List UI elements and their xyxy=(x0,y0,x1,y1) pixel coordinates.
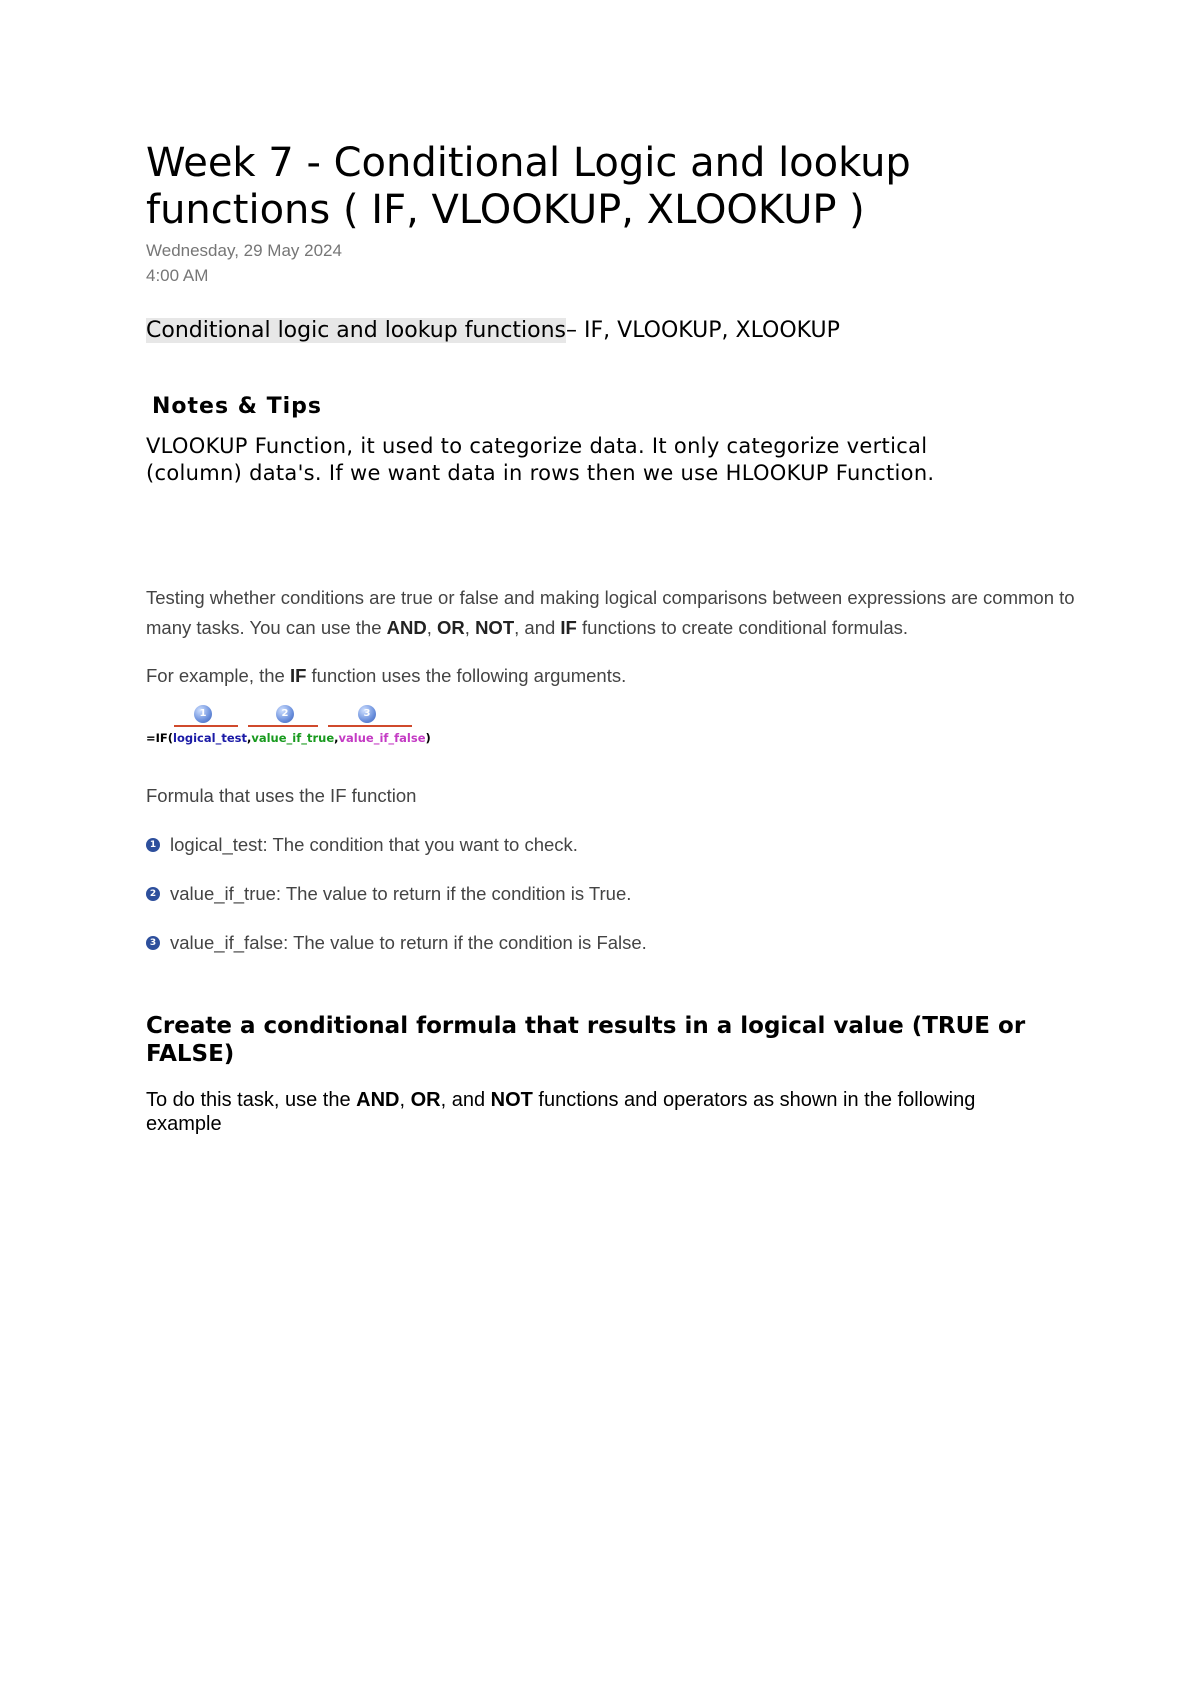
subtitle xyxy=(146,316,1066,346)
formula-suffix: ) xyxy=(425,731,431,745)
badge-2-icon: 2 xyxy=(276,705,294,723)
keyword-or: OR xyxy=(437,617,465,638)
argument-item xyxy=(146,879,1076,909)
underline-arg-1 xyxy=(174,725,238,727)
subtitle-rest: – IF, VLOOKUP, XLOOKUP xyxy=(566,318,840,343)
formula-arg-value-if-true: value_if_true xyxy=(251,731,335,745)
subtitle-highlight: Conditional logic and lookup functions xyxy=(146,318,567,343)
pasted-clipping xyxy=(146,583,1076,958)
badge-1-icon: 1 xyxy=(194,705,212,723)
page-time: 4:00 AM xyxy=(146,266,209,285)
section-text: , and xyxy=(440,1089,491,1111)
argument-text: value_if_true: The value to return if the condition is True. xyxy=(170,883,632,904)
clip-text: , and xyxy=(514,617,561,638)
underline-arg-3 xyxy=(328,725,412,727)
if-formula-diagram xyxy=(146,705,446,751)
keyword-or: OR xyxy=(410,1089,441,1111)
keyword-if: IF xyxy=(560,617,577,638)
clip-text: , xyxy=(426,617,438,638)
section-text: To do this task, use the xyxy=(146,1089,357,1111)
notes-body: VLOOKUP Function, it used to categorize data. It only categorize vertical (column) data's. If we want data in rows then we use HLOOKUP Function. xyxy=(146,434,935,485)
keyword-not: NOT xyxy=(475,617,515,638)
clip-text: For example, the xyxy=(146,665,290,686)
clip-text: function uses the following arguments. xyxy=(306,665,627,686)
argument-text: value_if_false: The value to return if the condition is False. xyxy=(170,932,647,953)
clip-text: Testing whether conditions are true or false and making logical comparisons between expressions are common to many tasks. You can use the xyxy=(146,587,1075,638)
formula-caption: Formula that uses the IF function xyxy=(146,785,417,806)
number-3-icon: 3 xyxy=(146,936,160,950)
formula-prefix: =IF( xyxy=(146,731,174,745)
page-title: Week 7 - Conditional Logic and lookup functions ( IF, VLOOKUP, XLOOKUP ) xyxy=(146,140,911,233)
number-1-icon: 1 xyxy=(146,838,160,852)
badge-3-icon: 3 xyxy=(358,705,376,723)
keyword-if: IF xyxy=(289,665,307,686)
formula-arg-logical-test: logical_test xyxy=(173,731,247,745)
number-2-icon: 2 xyxy=(146,887,160,901)
section-body xyxy=(146,1088,1026,1136)
formula-comma: , xyxy=(334,731,339,745)
formula-arg-value-if-false: value_if_false xyxy=(338,731,426,745)
clip-text: functions to create conditional formulas. xyxy=(576,617,908,638)
argument-item xyxy=(146,830,1076,860)
argument-item xyxy=(146,928,1076,958)
clip-text: , xyxy=(464,617,476,638)
keyword-not: NOT xyxy=(490,1089,533,1111)
section-text: , xyxy=(399,1089,411,1111)
formula-comma: , xyxy=(246,731,252,745)
clip-paragraph-1 xyxy=(146,583,1076,643)
keyword-and: AND xyxy=(356,1089,400,1111)
notes-heading: Notes & Tips xyxy=(152,394,322,419)
section-text: functions and operators as shown in the following example xyxy=(146,1089,976,1135)
page-date: Wednesday, 29 May 2024 xyxy=(146,241,342,260)
keyword-and: AND xyxy=(386,617,427,638)
page-content xyxy=(146,140,1075,1136)
clip-paragraph-2 xyxy=(146,661,1076,691)
formula-text xyxy=(146,731,431,745)
argument-text: logical_test: The condition that you want to check. xyxy=(170,834,578,855)
underline-arg-2 xyxy=(248,725,318,727)
section-heading: Create a conditional formula that results in a logical value (TRUE or FALSE) xyxy=(146,1013,1026,1067)
